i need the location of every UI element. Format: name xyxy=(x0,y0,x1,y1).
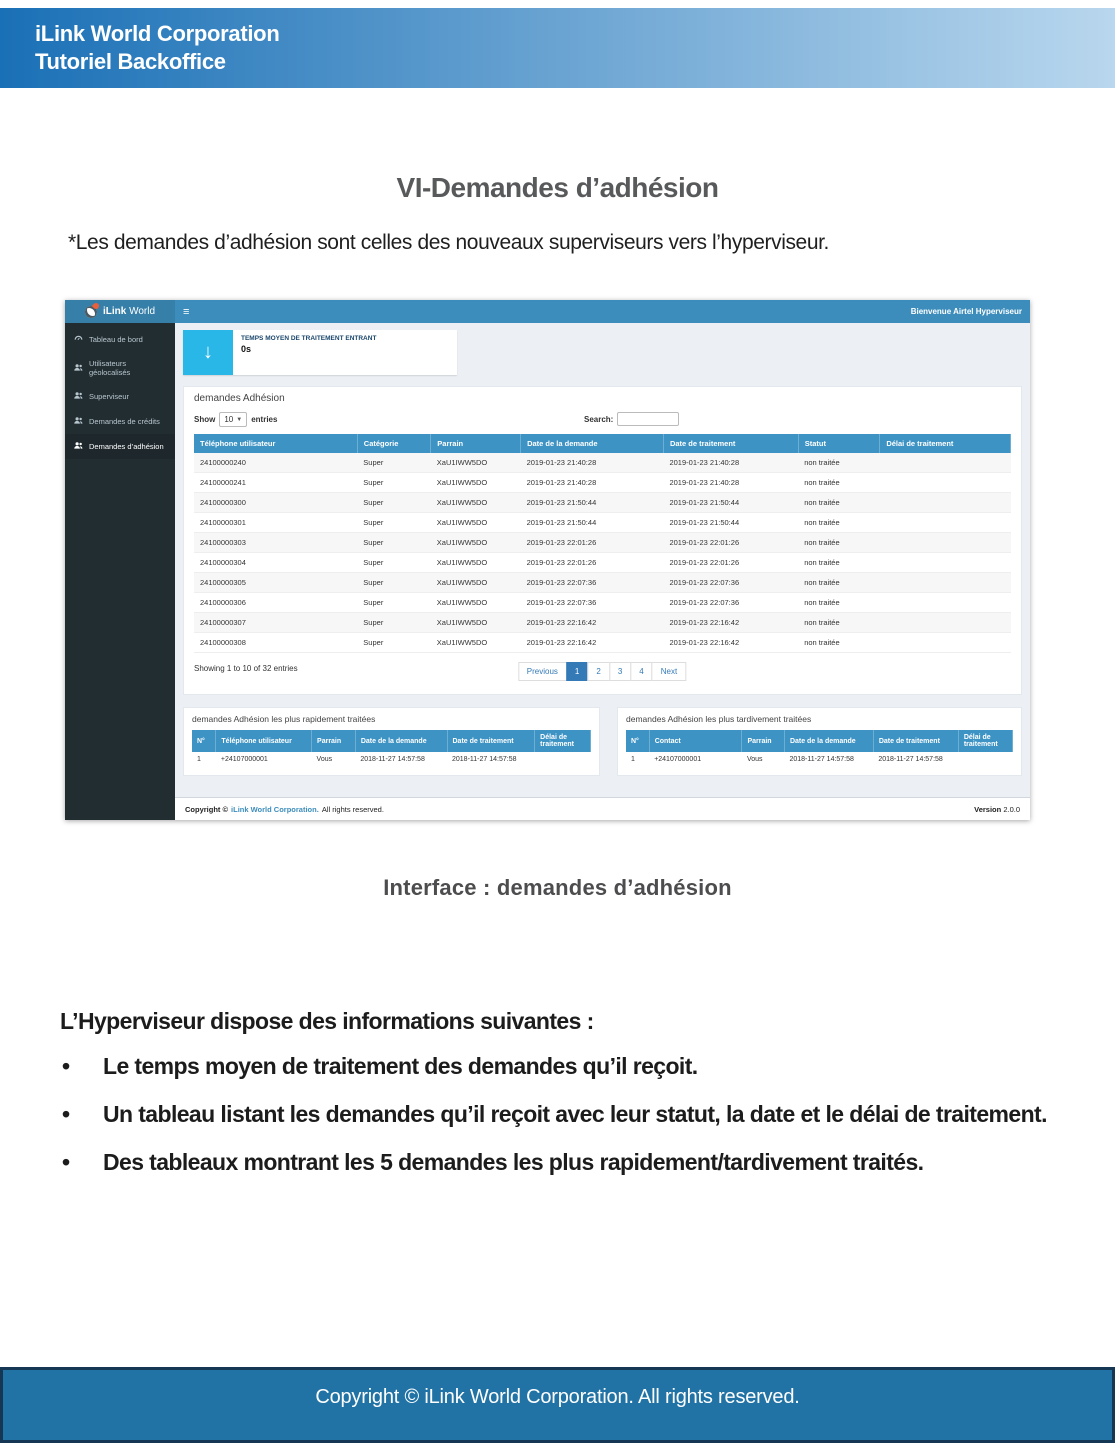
table-cell: 2019-01-23 22:16:42 xyxy=(663,633,798,653)
table-cell: 2019-01-23 21:50:44 xyxy=(663,513,798,533)
users-icon xyxy=(74,416,83,427)
document-footer-bar xyxy=(0,1367,1115,1443)
table-cell: 24100000303 xyxy=(194,533,357,553)
table-row xyxy=(194,633,1011,653)
sidebar-item-superviseur[interactable] xyxy=(65,384,175,409)
table-cell: Super xyxy=(357,573,430,593)
table-cell xyxy=(880,533,1011,553)
column-header[interactable]: Date de traitement xyxy=(663,434,798,453)
table-cell xyxy=(880,553,1011,573)
table-cell: Super xyxy=(357,453,430,473)
sidebar-item-demandes-de-credits[interactable] xyxy=(65,409,175,434)
pagination-page-2[interactable]: 2 xyxy=(587,662,609,681)
document-header-line2: Tutoriel Backoffice xyxy=(35,49,226,74)
search-label: Search: xyxy=(584,414,614,424)
table-row xyxy=(192,752,591,767)
table-row xyxy=(194,573,1011,593)
pagination-previous[interactable]: Previous xyxy=(518,662,567,681)
table-cell: non traitée xyxy=(798,613,880,633)
table-cell: 24100000305 xyxy=(194,573,357,593)
sidebar-item-label: Demandes d’adhésion xyxy=(89,442,164,451)
latest-panel-title: demandes Adhésion les plus tardivement traitées xyxy=(626,714,812,724)
column-header[interactable]: Parrain xyxy=(431,434,521,453)
table-cell: 1 xyxy=(631,756,635,763)
sidebar-item-label: Tableau de bord xyxy=(89,335,143,344)
table-cell: non traitée xyxy=(798,453,880,473)
table-cell: 2019-01-23 21:40:28 xyxy=(663,453,798,473)
info-bullet-3: • Des tableaux montrant les 5 demandes les plus rapidement/tardivement traités. xyxy=(60,1149,1070,1176)
intro-text: *Les demandes d’adhésion sont celles des nouveaux superviseurs vers l’hyperviseur. xyxy=(68,231,829,254)
table-cell: 2019-01-23 22:01:26 xyxy=(521,553,664,573)
column-header[interactable]: Date de la demande xyxy=(521,434,664,453)
table-cell: 2019-01-23 22:01:26 xyxy=(663,553,798,573)
table-cell: Vous xyxy=(746,756,763,763)
table-cell: 2019-01-23 22:16:42 xyxy=(663,613,798,633)
chevron-down-icon: ▼ xyxy=(236,416,243,423)
table-cell xyxy=(880,473,1011,493)
showing-entries-text: Showing 1 to 10 of 32 entries xyxy=(194,664,298,673)
document-footer-text: Copyright © iLink World Corporation. All rights reserved. xyxy=(315,1386,800,1408)
fastest-panel-title: demandes Adhésion les plus rapidement traitées xyxy=(192,714,376,724)
table-cell: 24100000304 xyxy=(194,553,357,573)
column-header[interactable]: Catégorie xyxy=(357,434,430,453)
table-cell: 2019-01-23 22:07:36 xyxy=(663,593,798,613)
table-cell: 2019-01-23 22:07:36 xyxy=(521,573,664,593)
column-header[interactable]: Téléphone utilisateur xyxy=(216,730,312,752)
panel-title: demandes Adhésion xyxy=(194,393,285,404)
table-row xyxy=(626,752,1013,767)
table-cell: Vous xyxy=(316,756,333,763)
entries-label: entries xyxy=(251,415,278,424)
table-row xyxy=(194,513,1011,533)
table-cell: 2019-01-23 22:16:42 xyxy=(521,633,664,653)
table-cell: 24100000307 xyxy=(194,613,357,633)
page-title: VI-Demandes d’adhésion xyxy=(396,172,719,203)
brand-name-bold: iLink xyxy=(102,306,127,317)
table-cell: XaU1IWW5DO xyxy=(431,533,521,553)
down-arrow-icon: ↓ xyxy=(183,330,233,375)
info-block xyxy=(60,1008,1070,1197)
users-icon xyxy=(74,441,83,452)
table-cell: non traitée xyxy=(798,513,880,533)
screenshot-topbar xyxy=(65,300,1030,323)
topbar xyxy=(175,300,1030,323)
show-label: Show xyxy=(194,415,216,424)
latest-treated-panel xyxy=(617,707,1022,776)
table-row xyxy=(194,473,1011,493)
table-cell: XaU1IWW5DO xyxy=(431,553,521,573)
hamburger-icon[interactable]: ≡ xyxy=(183,305,190,318)
column-header[interactable]: Délai de traitement xyxy=(535,730,591,752)
table-cell: 2018-11-27 14:57:58 xyxy=(360,756,425,763)
dashboard-icon xyxy=(74,334,83,345)
backoffice-screenshot xyxy=(65,300,1030,820)
column-header[interactable]: Date de traitement xyxy=(447,730,535,752)
table-cell: non traitée xyxy=(798,633,880,653)
table-cell: 2018-11-27 14:57:58 xyxy=(452,756,517,763)
table-cell: 2019-01-23 22:16:42 xyxy=(521,613,664,633)
table-cell xyxy=(880,453,1011,473)
pagination-next[interactable]: Next xyxy=(652,662,686,681)
column-header[interactable]: Statut xyxy=(798,434,880,453)
table-cell: 2019-01-23 21:40:28 xyxy=(521,473,664,493)
column-header[interactable]: Parrain xyxy=(742,730,785,752)
table-cell: Super xyxy=(357,473,430,493)
sidebar xyxy=(65,323,175,820)
table-cell: XaU1IWW5DO xyxy=(431,573,521,593)
table-row xyxy=(194,613,1011,633)
version-text: Version 2.0.0 xyxy=(974,804,1020,814)
table-cell: Super xyxy=(357,533,430,553)
table-cell: 2018-11-27 14:57:58 xyxy=(878,756,943,763)
rights-text: All rights reserved. xyxy=(321,804,384,814)
table-row xyxy=(194,453,1011,473)
info-bullet-1: • Le temps moyen de traitement des demandes qu’il reçoit. xyxy=(60,1053,1070,1080)
table-cell: 2019-01-23 21:40:28 xyxy=(663,473,798,493)
table-cell: 2019-01-23 22:01:26 xyxy=(663,533,798,553)
table-row xyxy=(194,493,1011,513)
copyright-prefix: Copyright © xyxy=(185,804,229,814)
sidebar-item-label: Utilisateurs géolocalisés xyxy=(89,359,131,377)
table-cell: non traitée xyxy=(798,473,880,493)
table-cell: Super xyxy=(357,493,430,513)
table-cell: 24100000240 xyxy=(194,453,357,473)
pagination-page-3[interactable]: 3 xyxy=(609,662,631,681)
pagination-page-1[interactable]: 1 xyxy=(566,662,588,681)
info-bullet-list xyxy=(60,1053,1070,1176)
table-cell: +24107000001 xyxy=(654,756,702,763)
page-size-select[interactable]: 10 ▼ xyxy=(219,412,247,427)
table-cell: XaU1IWW5DO xyxy=(431,633,521,653)
table-cell: 2019-01-23 22:07:36 xyxy=(663,573,798,593)
company-link[interactable]: iLink World Corporation. xyxy=(231,804,319,814)
table-cell: XaU1IWW5DO xyxy=(431,613,521,633)
table-cell xyxy=(535,752,591,767)
column-header[interactable]: Date de la demande xyxy=(784,730,873,752)
pagination-page-4[interactable]: 4 xyxy=(630,662,652,681)
table-cell: XaU1IWW5DO xyxy=(431,513,521,533)
users-icon xyxy=(74,363,83,374)
table-cell: non traitée xyxy=(798,593,880,613)
table-cell xyxy=(880,513,1011,533)
table-cell: +24107000001 xyxy=(220,756,268,763)
table-cell xyxy=(880,493,1011,513)
table-cell: 24100000308 xyxy=(194,633,357,653)
fastest-treated-panel xyxy=(183,707,600,776)
sidebar-item-utilisateurs-geolocalises[interactable] xyxy=(65,352,175,384)
table-cell: 2019-01-23 22:07:36 xyxy=(521,593,664,613)
column-header[interactable]: Date de la demande xyxy=(355,730,447,752)
sidebar-item-label: Superviseur xyxy=(89,392,130,401)
table-cell: XaU1IWW5DO xyxy=(431,493,521,513)
table-cell: 2019-01-23 21:50:44 xyxy=(521,513,664,533)
info-heading: L’Hyperviseur dispose des informations suivantes : xyxy=(60,1008,594,1034)
table-cell: Super xyxy=(357,633,430,653)
table-cell: non traitée xyxy=(798,553,880,573)
table-cell: XaU1IWW5DO xyxy=(431,593,521,613)
stat-card-value: 0s xyxy=(241,344,252,354)
welcome-text: Bienvenue Airtel Hyperviseur xyxy=(910,307,1022,316)
table-cell: XaU1IWW5DO xyxy=(431,453,521,473)
table-row xyxy=(194,553,1011,573)
adhesion-requests-panel xyxy=(183,386,1022,695)
document-header-line1: iLink World Corporation xyxy=(35,21,280,46)
table-cell: 24100000241 xyxy=(194,473,357,493)
column-header[interactable]: Délai de traitement xyxy=(958,730,1012,752)
table-cell: 24100000301 xyxy=(194,513,357,533)
column-header[interactable]: Contact xyxy=(649,730,742,752)
table-cell xyxy=(958,752,1012,767)
table-cell: Super xyxy=(357,593,430,613)
table-row xyxy=(194,593,1011,613)
table-cell: 1 xyxy=(197,756,201,763)
table-cell xyxy=(880,593,1011,613)
screenshot-footer xyxy=(175,797,1030,820)
column-header[interactable]: Téléphone utilisateur xyxy=(194,434,357,453)
search-input[interactable] xyxy=(617,412,679,426)
brand-logo[interactable] xyxy=(65,300,175,323)
table-cell xyxy=(880,613,1011,633)
column-header[interactable]: Date de traitement xyxy=(873,730,958,752)
content-area xyxy=(175,323,1030,820)
table-cell: XaU1IWW5DO xyxy=(431,473,521,493)
figure-caption: Interface : demandes d’adhésion xyxy=(383,875,732,900)
info-bullet-2: • Un tableau listant les demandes qu’il reçoit avec leur statut, la date et le délai de traitement. xyxy=(60,1101,1070,1128)
stat-card-label: TEMPS MOYEN DE TRAITEMENT ENTRANT xyxy=(241,335,377,342)
table-cell: 2019-01-23 21:50:44 xyxy=(663,493,798,513)
users-icon xyxy=(74,391,83,402)
sidebar-item-label: Demandes de crédits xyxy=(89,417,160,426)
table-cell: 2019-01-23 21:40:28 xyxy=(521,453,664,473)
pagination xyxy=(519,662,686,681)
table-cell: 2019-01-23 22:01:26 xyxy=(521,533,664,553)
table-cell: 2018-11-27 14:57:58 xyxy=(789,756,854,763)
table-cell xyxy=(880,573,1011,593)
table-cell: non traitée xyxy=(798,533,880,553)
table-cell: 24100000300 xyxy=(194,493,357,513)
column-header[interactable]: N° xyxy=(192,730,216,752)
table-row xyxy=(194,533,1011,553)
stat-card-avg-treatment xyxy=(183,330,457,375)
latest-treated-table xyxy=(626,730,1013,767)
table-cell: non traitée xyxy=(798,573,880,593)
column-header[interactable]: Délai de traitement xyxy=(880,434,1011,453)
sidebar-item-tableau-de-bord[interactable] xyxy=(65,327,175,352)
adhesion-table xyxy=(194,434,1011,653)
table-cell: Super xyxy=(357,613,430,633)
globe-pin-icon xyxy=(85,305,98,318)
sidebar-item-demandes-d-adhesion[interactable] xyxy=(65,434,175,459)
fastest-treated-table xyxy=(192,730,591,767)
table-cell: non traitée xyxy=(798,493,880,513)
brand-name-rest: World xyxy=(129,306,156,317)
table-cell: Super xyxy=(357,513,430,533)
table-cell: Super xyxy=(357,553,430,573)
table-cell: 2019-01-23 21:50:44 xyxy=(521,493,664,513)
column-header[interactable]: N° xyxy=(626,730,649,752)
table-cell: 24100000306 xyxy=(194,593,357,613)
document-header-bar xyxy=(0,8,1115,88)
column-header[interactable]: Parrain xyxy=(312,730,356,752)
table-cell xyxy=(880,633,1011,653)
